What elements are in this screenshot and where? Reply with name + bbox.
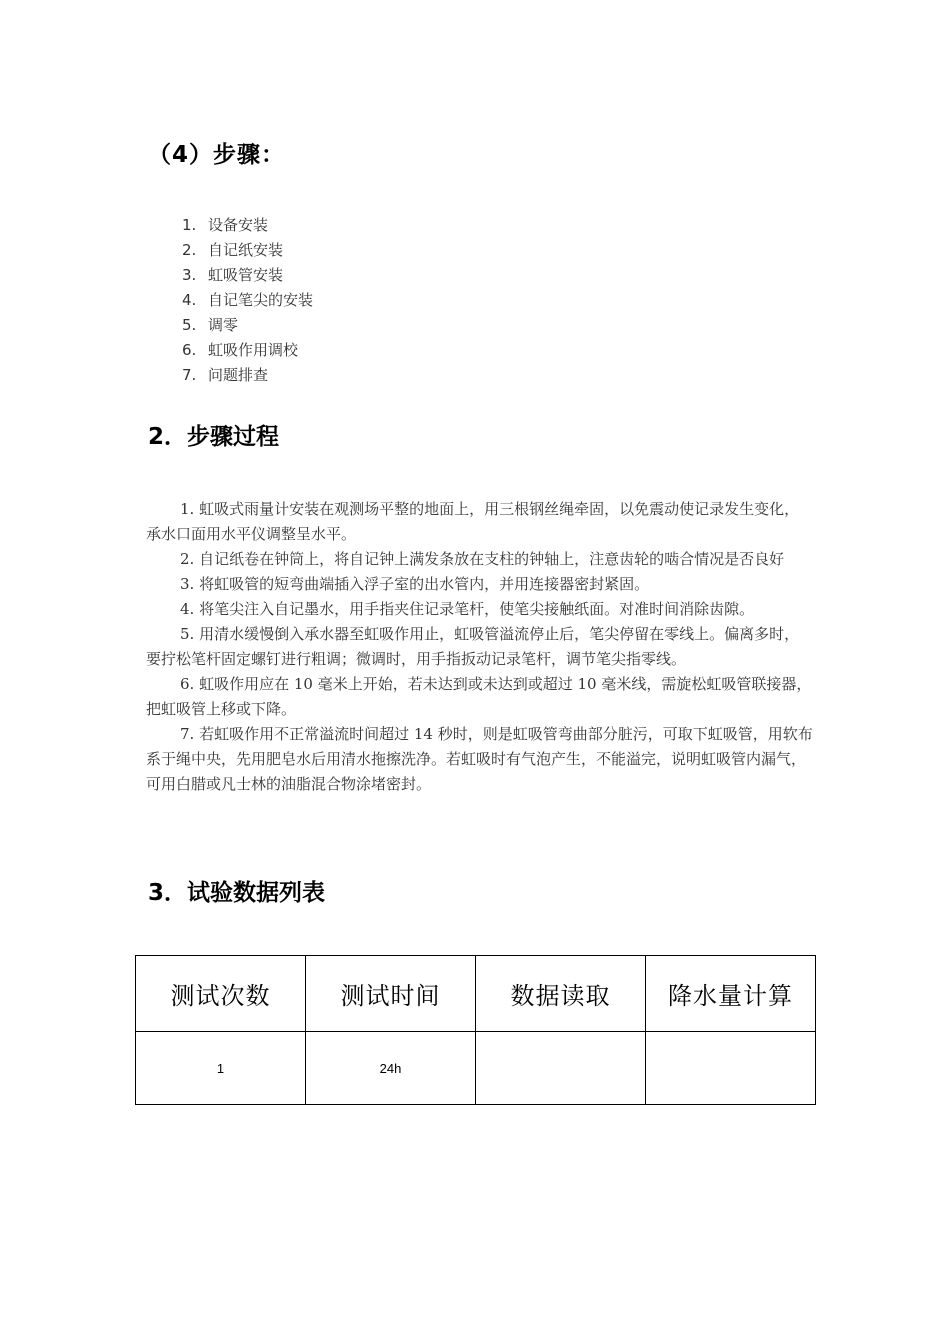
process-text xyxy=(146,497,814,797)
list-item-label: 自记纸安装 xyxy=(208,241,284,259)
process-paragraph: 3. 将虹吸管的短弯曲端插入浮子室的出水管内，并用连接器密封紧固。 xyxy=(180,575,650,593)
list-item xyxy=(182,314,313,339)
table-cell: 24h xyxy=(306,1032,476,1105)
table-cell xyxy=(646,1032,816,1105)
list-item-number: 7. xyxy=(182,366,197,384)
list-item-label: 虹吸管安装 xyxy=(208,266,284,284)
list-item-label: 设备安装 xyxy=(208,216,269,234)
table-cell xyxy=(476,1032,646,1105)
list-item-label: 虹吸作用调校 xyxy=(208,341,299,359)
process-paragraph: 4. 将笔尖注入自记墨水，用手指夹住记录笔杆，使笔尖接触纸面。对准时间消除齿隙。 xyxy=(180,600,755,618)
list-item xyxy=(182,364,313,389)
list-item-label: 自记笔尖的安装 xyxy=(208,291,314,309)
column-header-test-time: 测试时间 xyxy=(306,956,476,1032)
list-item-label: 问题排查 xyxy=(208,366,269,384)
process-paragraph: 2. 自记纸卷在钟筒上，将自记钟上满发条放在支柱的钟轴上，注意齿轮的啮合情况是否良好 xyxy=(180,550,785,568)
table-cell: 1 xyxy=(136,1032,306,1105)
list-item xyxy=(182,239,313,264)
column-header-precipitation-calc: 降水量计算 xyxy=(646,956,816,1032)
section-heading-process: 2．步骤过程 xyxy=(148,424,280,450)
list-item-number: 1. xyxy=(182,216,197,234)
list-item xyxy=(182,289,313,314)
process-paragraph: 1. 虹吸式雨量计安装在观测场平整的地面上，用三根钢丝绳牵固，以免震动使记录发生变化，承水口面用水平仪调整呈水平。 xyxy=(146,500,800,543)
table-row xyxy=(136,1032,816,1105)
process-paragraph: 5. 用清水缓慢倒入承水器至虹吸作用止，虹吸管溢流停止后，笔尖停留在零线上。偏离多时，要拧松笔杆固定螺钉进行粗调；微调时，用手指扳动记录笔杆，调节笔尖指零线。 xyxy=(146,625,800,668)
column-header-test-count: 测试次数 xyxy=(136,956,306,1032)
list-item-label: 调零 xyxy=(208,316,239,334)
process-paragraph: 6. 虹吸作用应在 10 毫米上开始，若未达到或未达到或超过 10 毫米线，需旋松虹吸管联接器，把虹吸管上移或下降。 xyxy=(146,675,812,718)
section-heading-steps: （4）步骤： xyxy=(148,142,286,168)
process-paragraph: 7. 若虹吸作用不正常溢流时间超过 14 秒时，则是虹吸管弯曲部分脏污，可取下虹吸管，用软布系于绳中央，先用肥皂水后用清水拖擦洗净。若虹吸时有气泡产生，不能溢完，说明虹吸管内漏气，可用白腊或凡士林的油脂混合物涂堵密封。 xyxy=(146,725,813,793)
list-item xyxy=(182,264,313,289)
data-table xyxy=(135,955,816,1105)
section-heading-data-table: 3．试验数据列表 xyxy=(148,880,326,906)
list-item-number: 2. xyxy=(182,241,197,259)
steps-list xyxy=(182,214,313,389)
list-item-number: 3. xyxy=(182,266,197,284)
list-item-number: 4. xyxy=(182,291,197,309)
column-header-data-reading: 数据读取 xyxy=(476,956,646,1032)
table-header-row xyxy=(136,956,816,1032)
list-item xyxy=(182,339,313,364)
list-item-number: 5. xyxy=(182,316,197,334)
list-item xyxy=(182,214,313,239)
list-item-number: 6. xyxy=(182,341,197,359)
